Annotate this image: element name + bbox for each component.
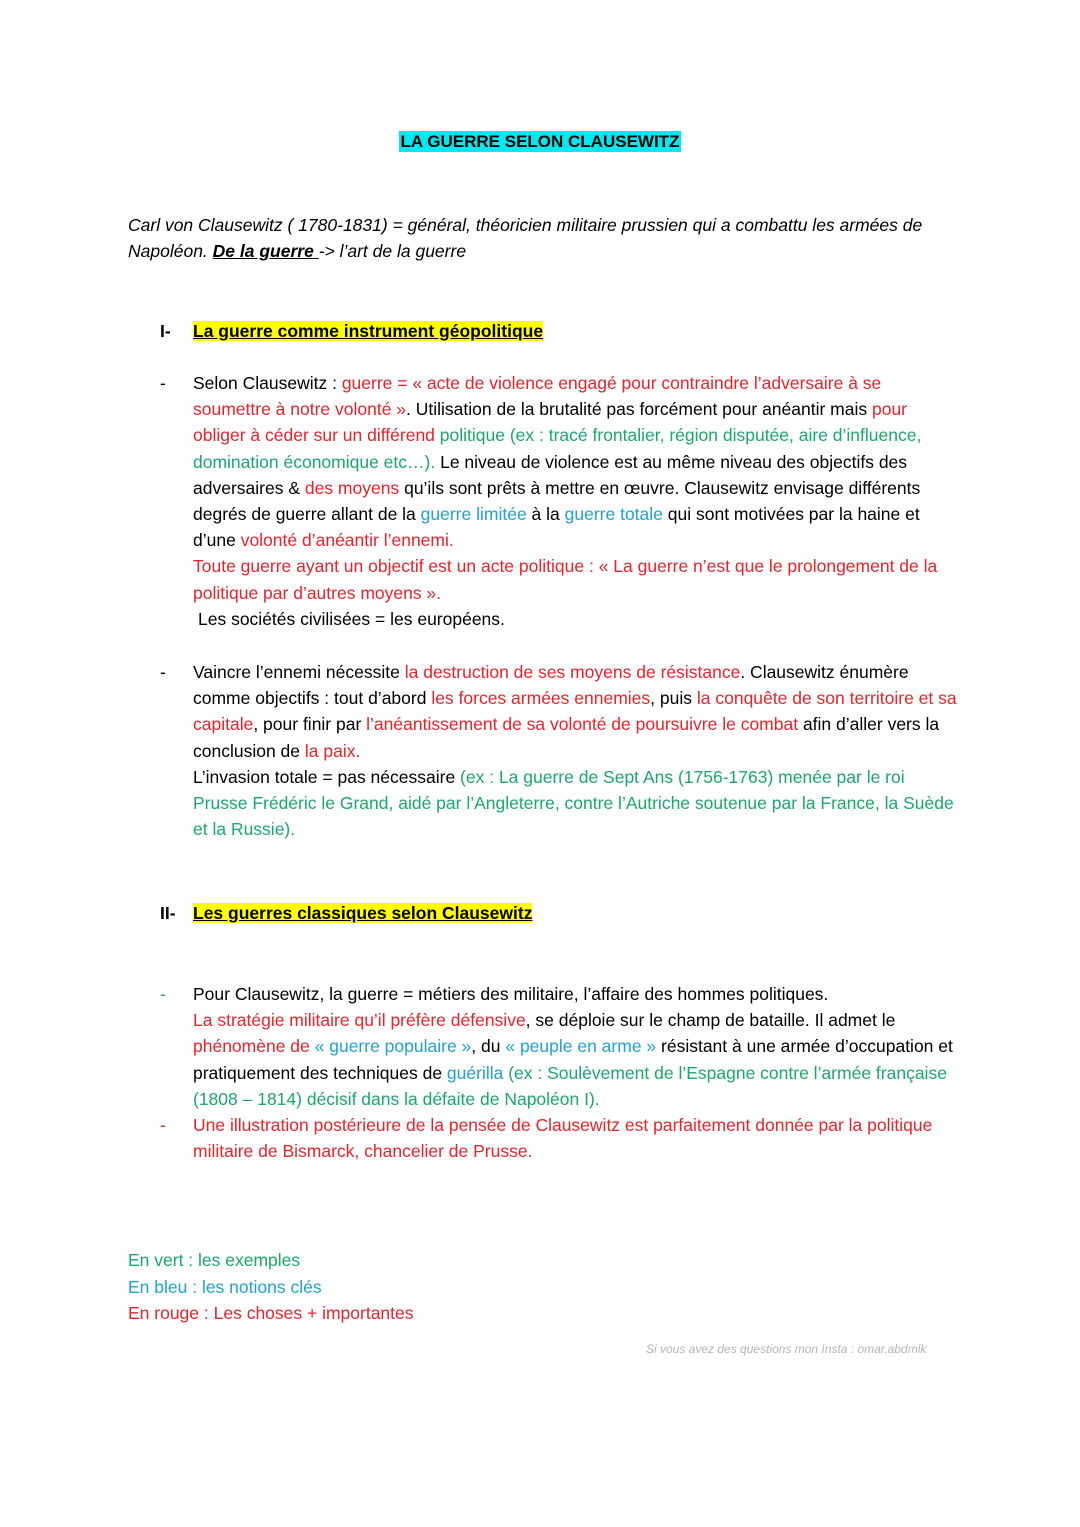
color-legend — [128, 1247, 414, 1327]
text-run: . Utilisation de la brutalité pas forcément pour anéantir mais — [406, 399, 872, 420]
text-run: , du — [471, 1036, 506, 1057]
legend-blue: En bleu : les notions clés — [128, 1276, 322, 1297]
text-run-red: l’anéantissement de sa volonté de poursuivre le combat — [366, 714, 799, 735]
text-run: Pour Clausewitz, la guerre = métiers des militaire, l’affaire des hommes politiques. — [193, 984, 829, 1004]
intro-text: Carl von Clausewitz ( 1780-1831) = général, théoricien militaire prussien qui a combattu les armées de Napoléon. — [128, 215, 923, 261]
section-2-bullet-2 — [160, 1112, 960, 1164]
footer-note: Si vous avez des questions mon Insta : omar.abdmlk — [646, 1342, 927, 1356]
text-run-green: (ex : La guerre de Sept Ans (1756-1763) menée par le roi Prusse Frédéric le Grand, aidé par l’Angleterre, contre l’Autriche soutenue par la France, la Suède et la Russie). — [193, 766, 954, 840]
text-run-red: Toute guerre ayant un objectif est un acte politique : « La guerre n’est que le prolongement de la politique par d’autres moyens ». — [193, 556, 938, 603]
text-run: qui sont motivées par la haine et d’une — [193, 504, 920, 551]
bullet-dash: - — [160, 373, 166, 393]
text-run-red: la paix. — [304, 740, 361, 761]
text-run: , pour finir par — [253, 714, 367, 735]
section-1-title: La guerre comme instrument géopolitique — [193, 321, 544, 341]
text-run-red: phénomène de — [193, 1036, 310, 1057]
text-run-red: volonté d’anéantir l’ennemi. — [240, 530, 454, 551]
text-run: Vaincre l’ennemi nécessite — [193, 662, 405, 682]
text-run-blue: guerre totale — [564, 504, 663, 525]
text-run: Les sociétés civilisées = les européens. — [198, 608, 505, 629]
text-run-red: la destruction de ses moyens de résistance — [404, 662, 741, 682]
section-2-bullet-1 — [160, 981, 960, 1112]
text-run: qu’ils sont prêts à mettre en œuvre. Clausewitz envisage différents degrés de guerre allant de la — [193, 477, 921, 525]
text-run-red: les forces armées ennemies — [431, 688, 651, 709]
text-run: . Clausewitz énumère comme objectifs : tout d’abord — [193, 662, 909, 709]
book-title: De la guerre — [212, 241, 319, 261]
section-1-heading — [160, 318, 543, 344]
text-run-blue: « peuple en arme » — [505, 1036, 657, 1057]
legend-green: En vert : les exemples — [128, 1250, 301, 1270]
page-title-text: LA GUERRE SELON CLAUSEWITZ — [400, 132, 680, 151]
bullet-text — [193, 370, 960, 632]
text-run-blue: guerre limitée — [420, 504, 527, 525]
bullet-dash: - — [160, 984, 166, 1004]
section-1-bullet-2 — [160, 659, 960, 842]
text-run: résistant à une armée d’occupation et pratiquement des techniques de — [193, 1036, 953, 1083]
text-run: L’invasion totale = pas nécessaire — [193, 766, 461, 787]
text-run-red: guerre = « acte de violence engagé pour contraindre l’adversaire à se soumettre à notre volonté » — [193, 373, 882, 420]
intro-text-end: -> l’art de la guerre — [318, 241, 467, 261]
text-run-red: pour obliger à céder sur un différend — [193, 399, 908, 446]
bullet-text: Une illustration postérieure de la pensée de Clausewitz est parfaitement donnée par la politique militaire de Bismarck, chancelier de Prusse. — [193, 1115, 933, 1162]
text-run-red: des moyens — [304, 477, 400, 498]
legend-red: En rouge : Les choses + importantes — [128, 1303, 414, 1323]
text-run-blue: « guerre populaire » — [309, 1036, 472, 1057]
bullet-dash: - — [160, 1115, 166, 1135]
text-run-red: La stratégie militaire qu’il préfère défensive — [193, 1010, 526, 1031]
text-run: , se déploie sur le champ de bataille. Il admet le — [525, 1010, 896, 1031]
text-run-green: (ex : Soulèvement de l’Espagne contre l’armée française (1808 – 1814) décisif dans la défaite de Napoléon I). — [193, 1062, 947, 1109]
bullet-text — [193, 981, 960, 1112]
section-2-heading — [160, 900, 532, 926]
text-run: , puis — [650, 688, 697, 709]
section-1-bullet-1 — [160, 370, 960, 632]
text-run-blue: guérilla — [446, 1062, 504, 1083]
text-run: Le niveau de violence est au même niveau des objectifs des adversaires & — [193, 451, 908, 498]
text-run: Selon Clausewitz : — [193, 373, 342, 393]
section-1-number: I- — [160, 321, 171, 341]
bullet-text — [193, 659, 960, 842]
text-run-red: la conquête de son territoire et sa capitale — [193, 688, 957, 735]
page-title — [0, 131, 1080, 152]
bullet-dash: - — [160, 662, 166, 682]
intro-paragraph — [128, 212, 968, 264]
text-run: à la — [526, 504, 565, 525]
section-2-number: II- — [160, 903, 176, 923]
text-run: afin d’aller vers la conclusion de — [193, 714, 940, 761]
text-run-green: politique (ex : tracé frontalier, région disputée, aire d’influence, domination économique etc…). — [193, 425, 922, 472]
section-2-title: Les guerres classiques selon Clausewitz — [193, 903, 533, 923]
